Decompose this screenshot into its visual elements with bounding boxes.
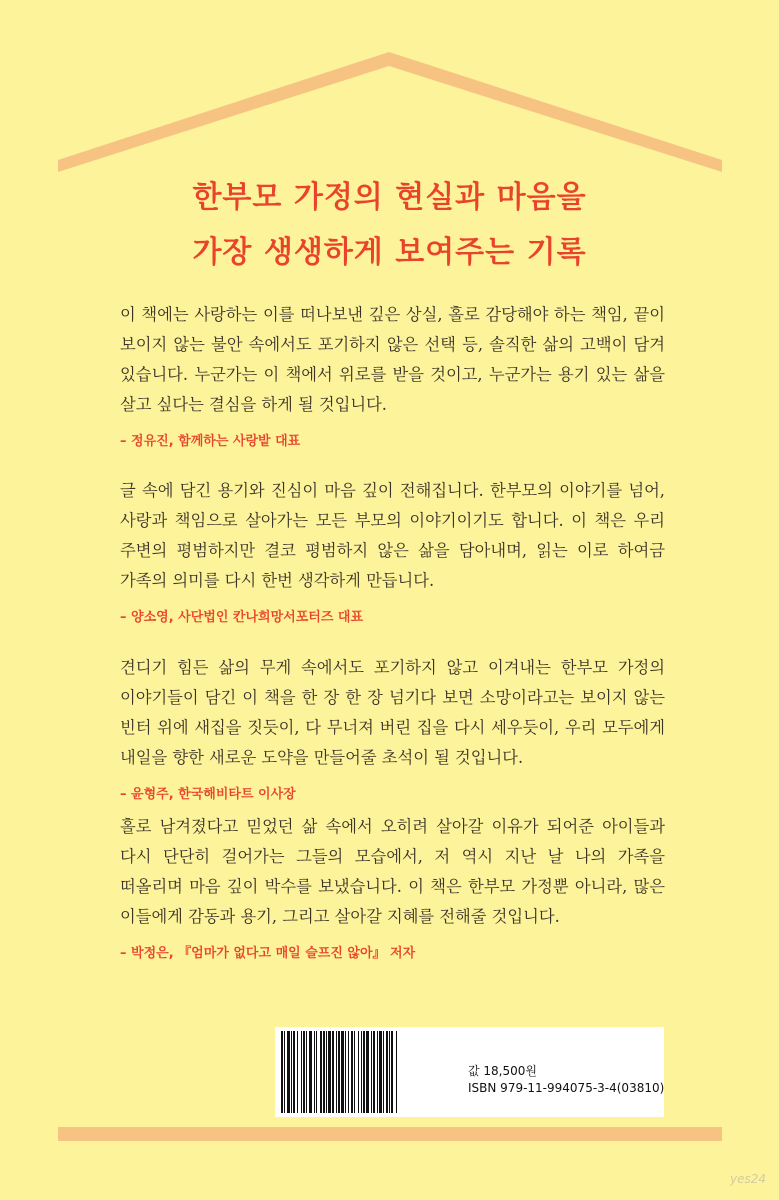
review-block (120, 476, 665, 625)
bottom-decoration-bar (58, 1127, 722, 1141)
review-block (120, 812, 665, 961)
barcode-icon (279, 1031, 459, 1113)
review-text: 홀로 남겨졌다고 믿었던 삶 속에서 오히려 살아갈 이유가 되어준 아이들과 다시 단단히 걸어가는 그들의 모습에서, 저 역시 지난 날 나의 가족을 떠올리며 마음 깊이 박수를 보냈습니다. 이 책은 한부모 가정뿐 아니라, 많은 이들에게 감동과 용기, 그리고 살아갈 지혜를 전해줄 것입니다. (120, 817, 665, 926)
review-signature: – 양소영, 사단법인 칸나희망서포터즈 대표 (120, 610, 364, 625)
headline-line-1: 한부모 가정의 현실과 마음을 (192, 180, 587, 215)
review-signature: – 박정은, 『엄마가 없다고 매일 슬프진 않아』 저자 (120, 946, 416, 961)
barcode-box (275, 1027, 664, 1117)
review-text: 이 책에는 사랑하는 이를 떠나보낸 깊은 상실, 홀로 감당해야 하는 책임, 끝이 보이지 않는 불안 속에서도 포기하지 않은 선택 등, 솔직한 삶의 고백이 담겨 있습니다. 누군가는 이 책에서 위로를 받을 것이고, 누군가는 용기 있는 삶을 살고 싶다는 결심을 하게 될 것입니다. (120, 305, 665, 414)
isbn-label: ISBN 979-11-994075-3-4(03810) (468, 1081, 665, 1095)
review-block (120, 653, 665, 802)
price-label: 값 18,500원 (468, 1064, 537, 1078)
roof-illustration (0, 0, 779, 180)
review-signature: – 윤형주, 한국해비타트 이사장 (120, 787, 296, 802)
review-block (120, 300, 665, 449)
headline-line-2: 가장 생생하게 보여주는 기록 (192, 235, 587, 270)
review-text: 글 속에 담긴 용기와 진심이 마음 깊이 전해집니다. 한부모의 이야기를 넘어, 사랑과 책임으로 살아가는 모든 부모의 이야기이기도 합니다. 이 책은 우리 주변의 평범하지만 결코 평범하지 않은 삶을 담아내며, 읽는 이로 하여금 가족의 의미를 다시 한번 생각하게 만듭니다. (120, 481, 665, 590)
review-text: 견디기 힘든 삶의 무게 속에서도 포기하지 않고 이겨내는 한부모 가정의 이야기들이 담긴 이 책을 한 장 한 장 넘기다 보면 소망이라고는 보이지 않는 빈터 위에 새집을 짓듯이, 다 무너져 버린 집을 다시 세우듯이, 우리 모두에게 내일을 향한 새로운 도약을 만들어줄 초석이 될 것입니다. (120, 658, 665, 767)
yes24-watermark: yes24 (730, 1172, 767, 1186)
review-signature: – 정유진, 함께하는 사랑밭 대표 (120, 434, 301, 449)
